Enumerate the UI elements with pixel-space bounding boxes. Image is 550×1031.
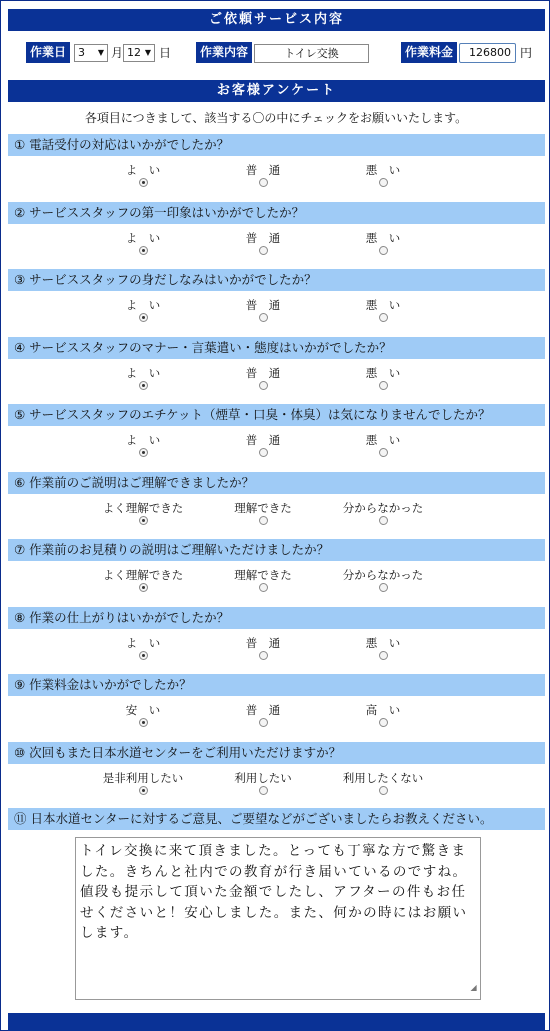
radio-button[interactable]	[259, 178, 268, 187]
radio-button[interactable]	[379, 786, 388, 795]
option-label: 悪 い	[365, 433, 401, 447]
radio-button[interactable]	[379, 718, 388, 727]
question-5-option-3[interactable]	[323, 433, 443, 457]
survey-section-title: お客様アンケート	[8, 80, 545, 102]
question-8-title: ⑧ 作業の仕上がりはいかがでしたか？	[8, 607, 545, 629]
day-value: 12	[127, 46, 141, 59]
option-label: 普 通	[245, 366, 281, 380]
question-6-option-1[interactable]	[83, 501, 203, 525]
survey-intro: 各項目につきまして、該当する〇の中にチェックをお願いいたします。	[84, 111, 468, 125]
option-label: 普 通	[245, 636, 281, 650]
question-2-option-2[interactable]	[203, 231, 323, 255]
question-6-option-2[interactable]	[203, 501, 323, 525]
option-label: 普 通	[245, 163, 281, 177]
footer-bar	[8, 1013, 545, 1031]
option-label: よ い	[125, 163, 161, 177]
work-content-field[interactable]: トイレ交換	[254, 44, 369, 63]
question-7-title: ⑦ 作業前のお見積りの説明はご理解いただけましたか？	[8, 539, 545, 561]
question-3-option-3[interactable]	[323, 298, 443, 322]
radio-button[interactable]	[139, 381, 148, 390]
option-label: よ い	[125, 366, 161, 380]
question-9-option-1[interactable]	[83, 703, 203, 727]
option-label: 分からなかった	[342, 568, 424, 582]
question-10-option-2[interactable]	[203, 771, 323, 795]
radio-button[interactable]	[259, 651, 268, 660]
question-4-option-3[interactable]	[323, 366, 443, 390]
question-8-option-3[interactable]	[323, 636, 443, 660]
radio-button[interactable]	[379, 178, 388, 187]
radio-button[interactable]	[259, 516, 268, 525]
radio-button[interactable]	[379, 448, 388, 457]
month-value: 3	[78, 46, 85, 59]
day-select[interactable]	[123, 44, 155, 62]
question-5-option-2[interactable]	[203, 433, 323, 457]
question-3-option-1[interactable]	[83, 298, 203, 322]
radio-button[interactable]	[259, 448, 268, 457]
comment-text: トイレ交換に来て頂きました。とっても丁寧な方で驚きました。きちんと社内での教育が行き届いているのですね。値段も提示して頂いた金額でしたし、アフターの件もお任せくださいと！安心しました。また、何かの時にはお願いします。	[80, 843, 468, 941]
radio-button[interactable]	[259, 313, 268, 322]
question-6-title: ⑥ 作業前のご説明はご理解できましたか？	[8, 472, 545, 494]
radio-button[interactable]	[139, 178, 148, 187]
work-fee-field[interactable]: 126800	[459, 43, 516, 63]
option-label: 普 通	[245, 433, 281, 447]
question-7-option-3[interactable]	[323, 568, 443, 592]
radio-button[interactable]	[259, 718, 268, 727]
option-label: 悪 い	[365, 366, 401, 380]
option-label: 分からなかった	[342, 501, 424, 515]
radio-button[interactable]	[379, 583, 388, 592]
option-label: よ い	[125, 298, 161, 312]
service-section-title: ご依頼サービス内容	[8, 9, 545, 31]
option-label: 利用したくない	[342, 771, 424, 785]
comment-textarea[interactable]	[75, 837, 481, 1000]
radio-button[interactable]	[259, 381, 268, 390]
chevron-down-icon: ▼	[144, 48, 151, 57]
resize-grip-icon[interactable]: ◢	[470, 982, 478, 992]
question-7-option-2[interactable]	[203, 568, 323, 592]
month-unit: 月	[111, 46, 124, 60]
radio-button[interactable]	[139, 246, 148, 255]
question-1-title: ① 電話受付の対応はいかがでしたか？	[8, 134, 545, 156]
month-select[interactable]	[74, 44, 108, 62]
work-content-label: 作業内容	[196, 42, 252, 63]
fee-unit: 円	[520, 46, 533, 60]
radio-button[interactable]	[139, 651, 148, 660]
day-unit: 日	[159, 46, 172, 60]
question-2-option-3[interactable]	[323, 231, 443, 255]
option-label: よく理解できた	[102, 501, 184, 515]
radio-button[interactable]	[139, 718, 148, 727]
question-3-option-2[interactable]	[203, 298, 323, 322]
option-label: 理解できた	[234, 501, 292, 515]
radio-button[interactable]	[259, 583, 268, 592]
question-9-option-2[interactable]	[203, 703, 323, 727]
radio-button[interactable]	[259, 786, 268, 795]
option-label: 安 い	[125, 703, 161, 717]
question-1-option-1[interactable]	[83, 163, 203, 187]
radio-button[interactable]	[139, 583, 148, 592]
option-label: 是非利用したい	[102, 771, 184, 785]
option-label: 普 通	[245, 298, 281, 312]
option-label: 普 通	[245, 231, 281, 245]
option-label: 理解できた	[234, 568, 292, 582]
question-10-option-3[interactable]	[323, 771, 443, 795]
question-2-option-1[interactable]	[83, 231, 203, 255]
option-label: 利用したい	[234, 771, 292, 785]
radio-button[interactable]	[139, 786, 148, 795]
work-date-label: 作業日	[26, 42, 70, 63]
question-2-title: ② サービススタッフの第一印象はいかがでしたか？	[8, 202, 545, 224]
radio-button[interactable]	[259, 246, 268, 255]
option-label: 悪 い	[365, 298, 401, 312]
question-11-title: ⑪ 日本水道センターに対するご意見、ご要望などがございましたらお教えください。	[8, 808, 545, 830]
work-fee-label: 作業料金	[401, 42, 457, 63]
question-4-option-2[interactable]	[203, 366, 323, 390]
question-5-title: ⑤ サービススタッフのエチケット（煙草・口臭・体臭）は気になりませんでしたか？	[8, 404, 545, 426]
question-5-option-1[interactable]	[83, 433, 203, 457]
question-6-option-3[interactable]	[323, 501, 443, 525]
radio-button[interactable]	[379, 313, 388, 322]
question-1-option-2[interactable]	[203, 163, 323, 187]
question-7-option-1[interactable]	[83, 568, 203, 592]
radio-button[interactable]	[379, 246, 388, 255]
radio-button[interactable]	[379, 381, 388, 390]
question-8-option-2[interactable]	[203, 636, 323, 660]
option-label: よく理解できた	[102, 568, 184, 582]
option-label: 普 通	[245, 703, 281, 717]
question-9-title: ⑨ 作業料金はいかがでしたか？	[8, 674, 545, 696]
chevron-down-icon: ▼	[97, 48, 104, 57]
question-8-option-1[interactable]	[83, 636, 203, 660]
question-10-option-1[interactable]	[83, 771, 203, 795]
option-label: 悪 い	[365, 636, 401, 650]
option-label: 悪 い	[365, 231, 401, 245]
radio-button[interactable]	[379, 651, 388, 660]
question-1-option-3[interactable]	[323, 163, 443, 187]
question-9-option-3[interactable]	[323, 703, 443, 727]
question-10-title: ⑩ 次回もまた日本水道センターをご利用いただけますか？	[8, 742, 545, 764]
radio-button[interactable]	[379, 516, 388, 525]
question-3-title: ③ サービススタッフの身だしなみはいかがでしたか？	[8, 269, 545, 291]
option-label: 悪 い	[365, 163, 401, 177]
option-label: よ い	[125, 433, 161, 447]
option-label: 高 い	[365, 703, 401, 717]
question-4-option-1[interactable]	[83, 366, 203, 390]
service-info-row	[8, 32, 545, 78]
option-label: よ い	[125, 636, 161, 650]
radio-button[interactable]	[139, 516, 148, 525]
radio-button[interactable]	[139, 313, 148, 322]
radio-button[interactable]	[139, 448, 148, 457]
option-label: よ い	[125, 231, 161, 245]
question-4-title: ④ サービススタッフのマナー・言葉遣い・態度はいかがでしたか？	[8, 337, 545, 359]
